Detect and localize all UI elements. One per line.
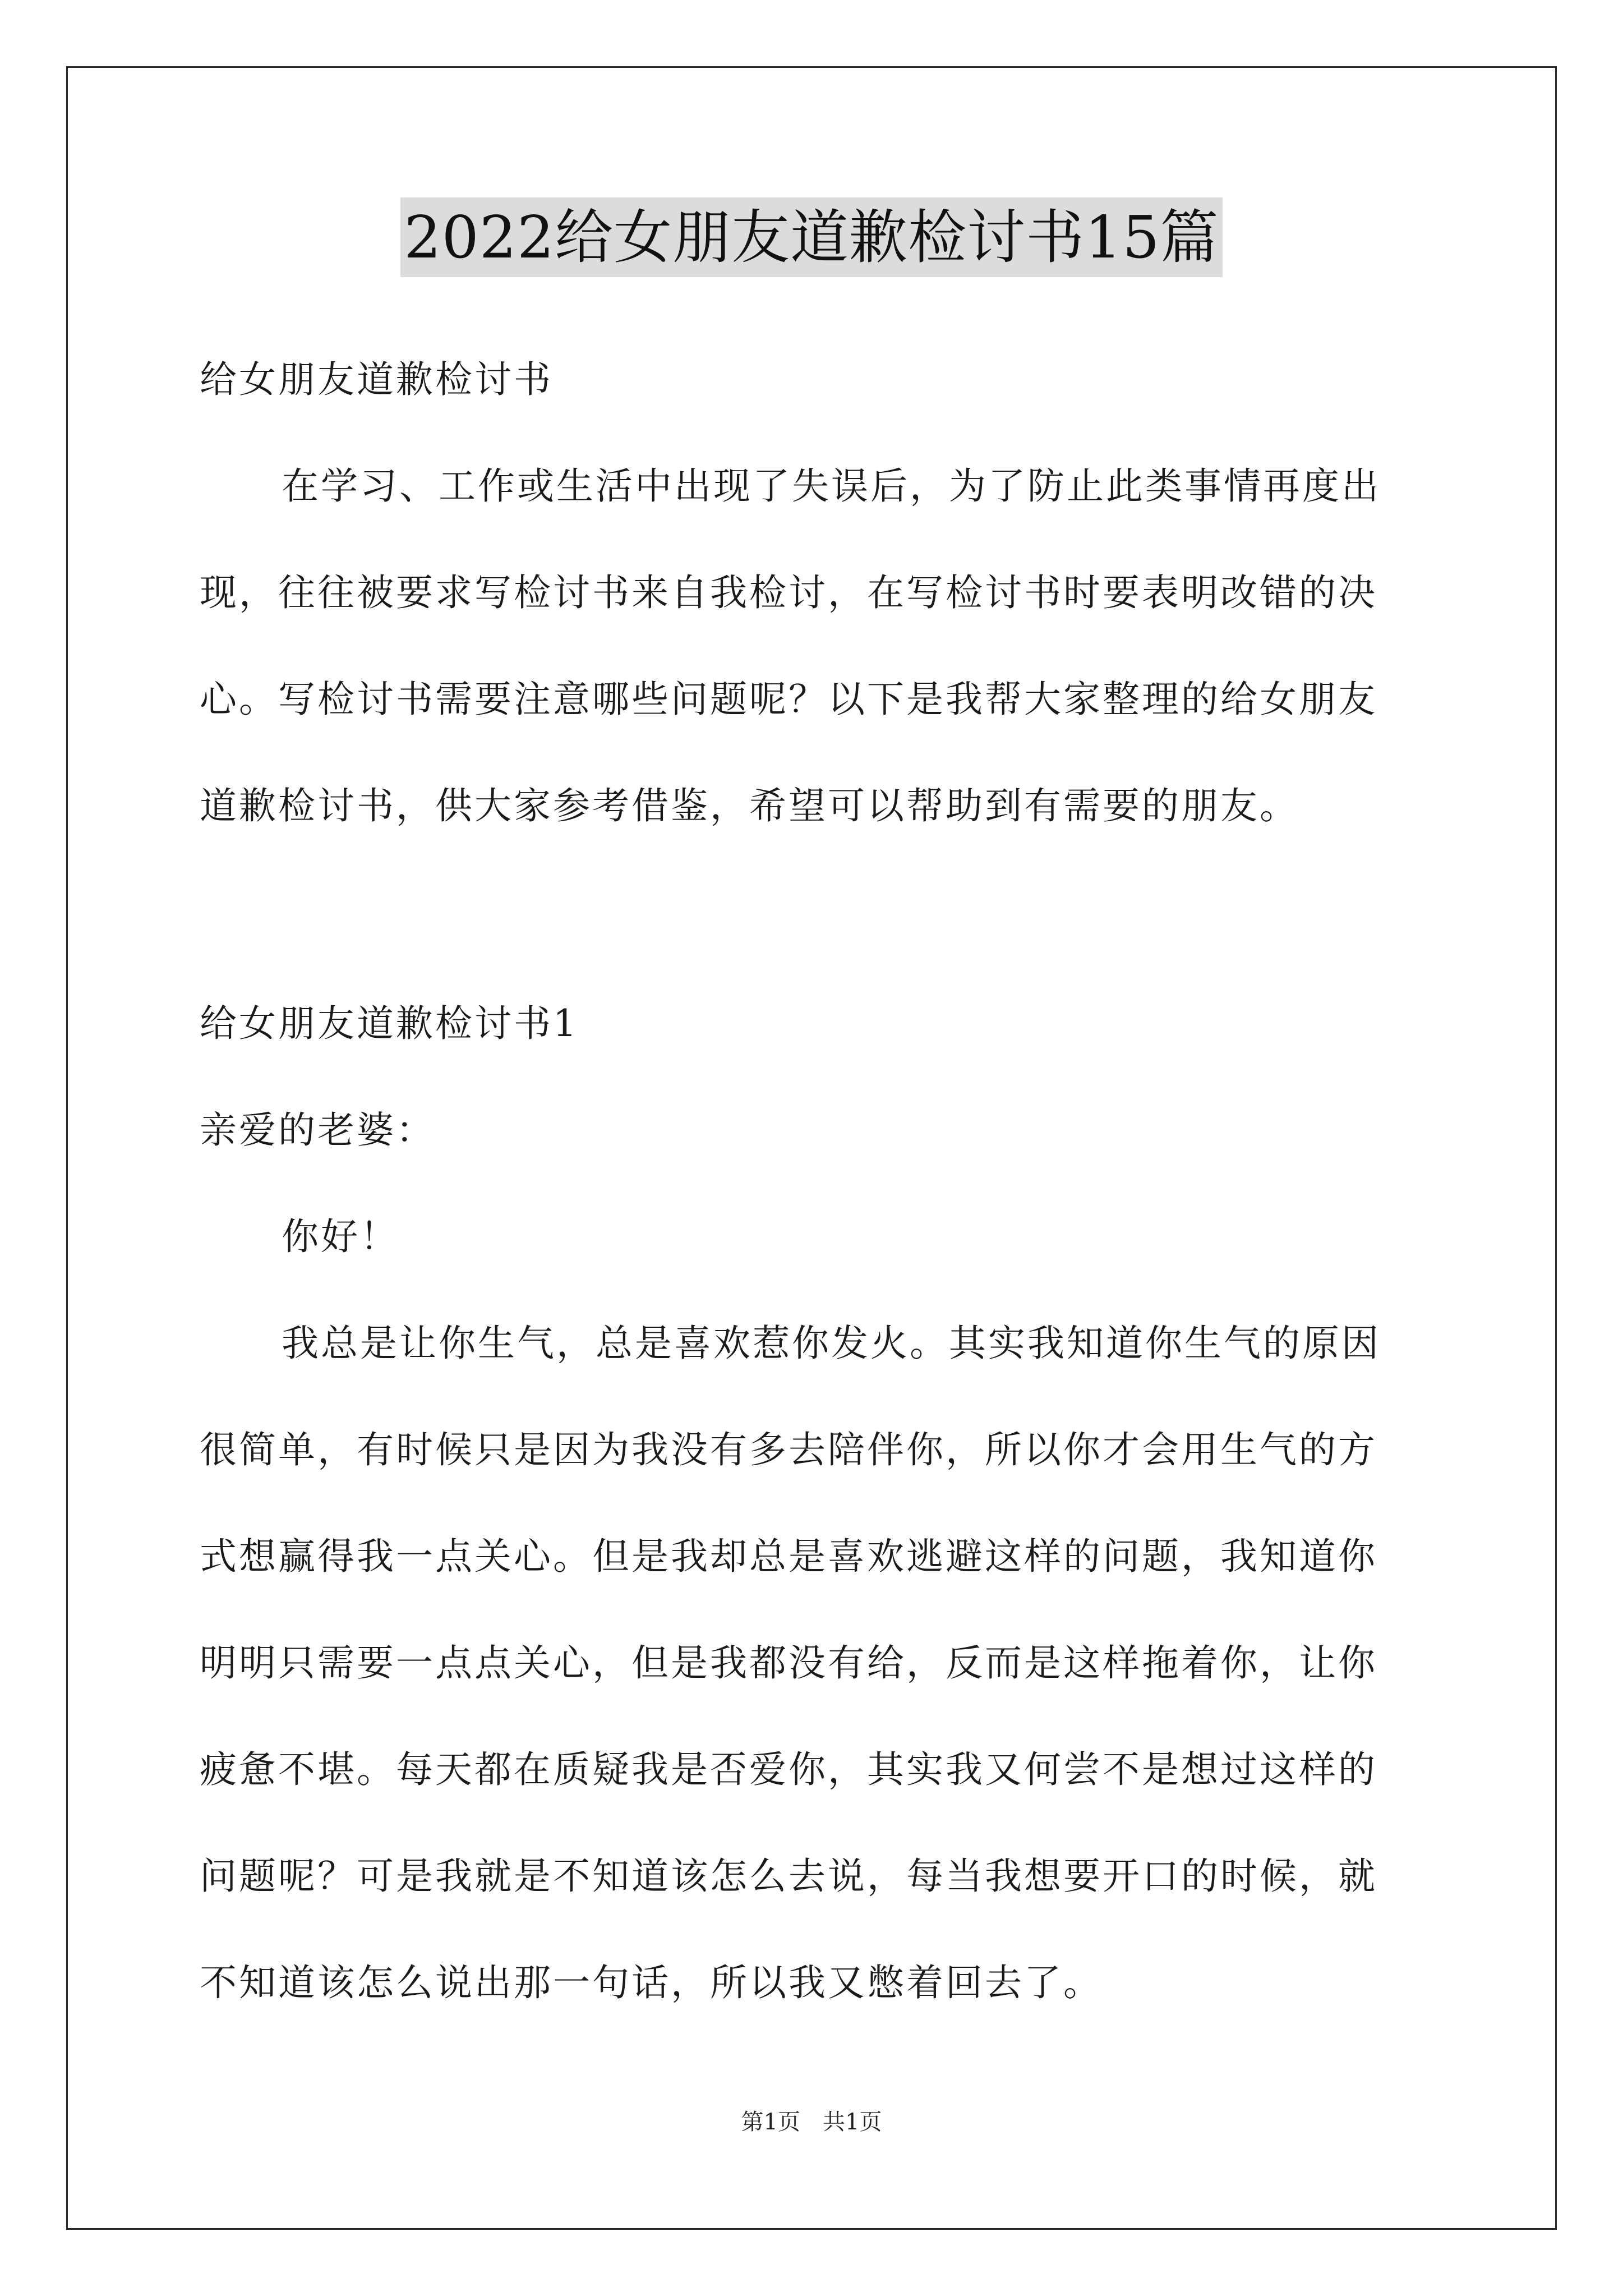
title-container xyxy=(0,197,1623,277)
intro-line: 在学习、工作或生活中出现了失误后，为了防止此类事情再度出 xyxy=(282,464,1381,508)
body-line: 问题呢？可是我就是不知道该怎么去说，每当我想要开口的时候，就 xyxy=(200,1855,1377,1898)
page-number: 第1页 xyxy=(741,2109,800,2135)
page-total: 共1页 xyxy=(823,2109,882,2135)
intro-line: 道歉检讨书，供大家参考借鉴，希望可以帮助到有需要的朋友。 xyxy=(200,784,1299,827)
intro-heading: 给女朋友道歉检讨书 xyxy=(200,358,553,401)
page-footer xyxy=(0,2106,1623,2138)
body-line: 式想赢得我一点关心。但是我却总是喜欢逃避这样的问题，我知道你 xyxy=(200,1535,1377,1578)
body-line: 疲惫不堪。每天都在质疑我是否爱你，其实我又何尝不是想过这样的 xyxy=(200,1748,1377,1791)
intro-line: 现，往往被要求写检讨书来自我检讨，在写检讨书时要表明改错的决 xyxy=(200,571,1377,614)
section-heading: 给女朋友道歉检讨书1 xyxy=(200,1002,579,1045)
body-line: 不知道该怎么说出那一句话，所以我又憋着回去了。 xyxy=(200,1961,1103,2004)
salutation: 亲爱的老婆： xyxy=(200,1108,435,1152)
document-title: 2022给女朋友道歉检讨书15篇 xyxy=(400,197,1222,277)
body-line: 我总是让你生气，总是喜欢惹你发火。其实我知道你生气的原因 xyxy=(282,1322,1381,1365)
intro-line: 心。写检讨书需要注意哪些问题呢？以下是我帮大家整理的给女朋友 xyxy=(200,678,1377,721)
body-line: 很简单，有时候只是因为我没有多去陪伴你，所以你才会用生气的方 xyxy=(200,1428,1377,1471)
greeting: 你好！ xyxy=(282,1215,399,1258)
body-line: 明明只需要一点点关心，但是我都没有给，反而是这样拖着你，让你 xyxy=(200,1641,1377,1685)
